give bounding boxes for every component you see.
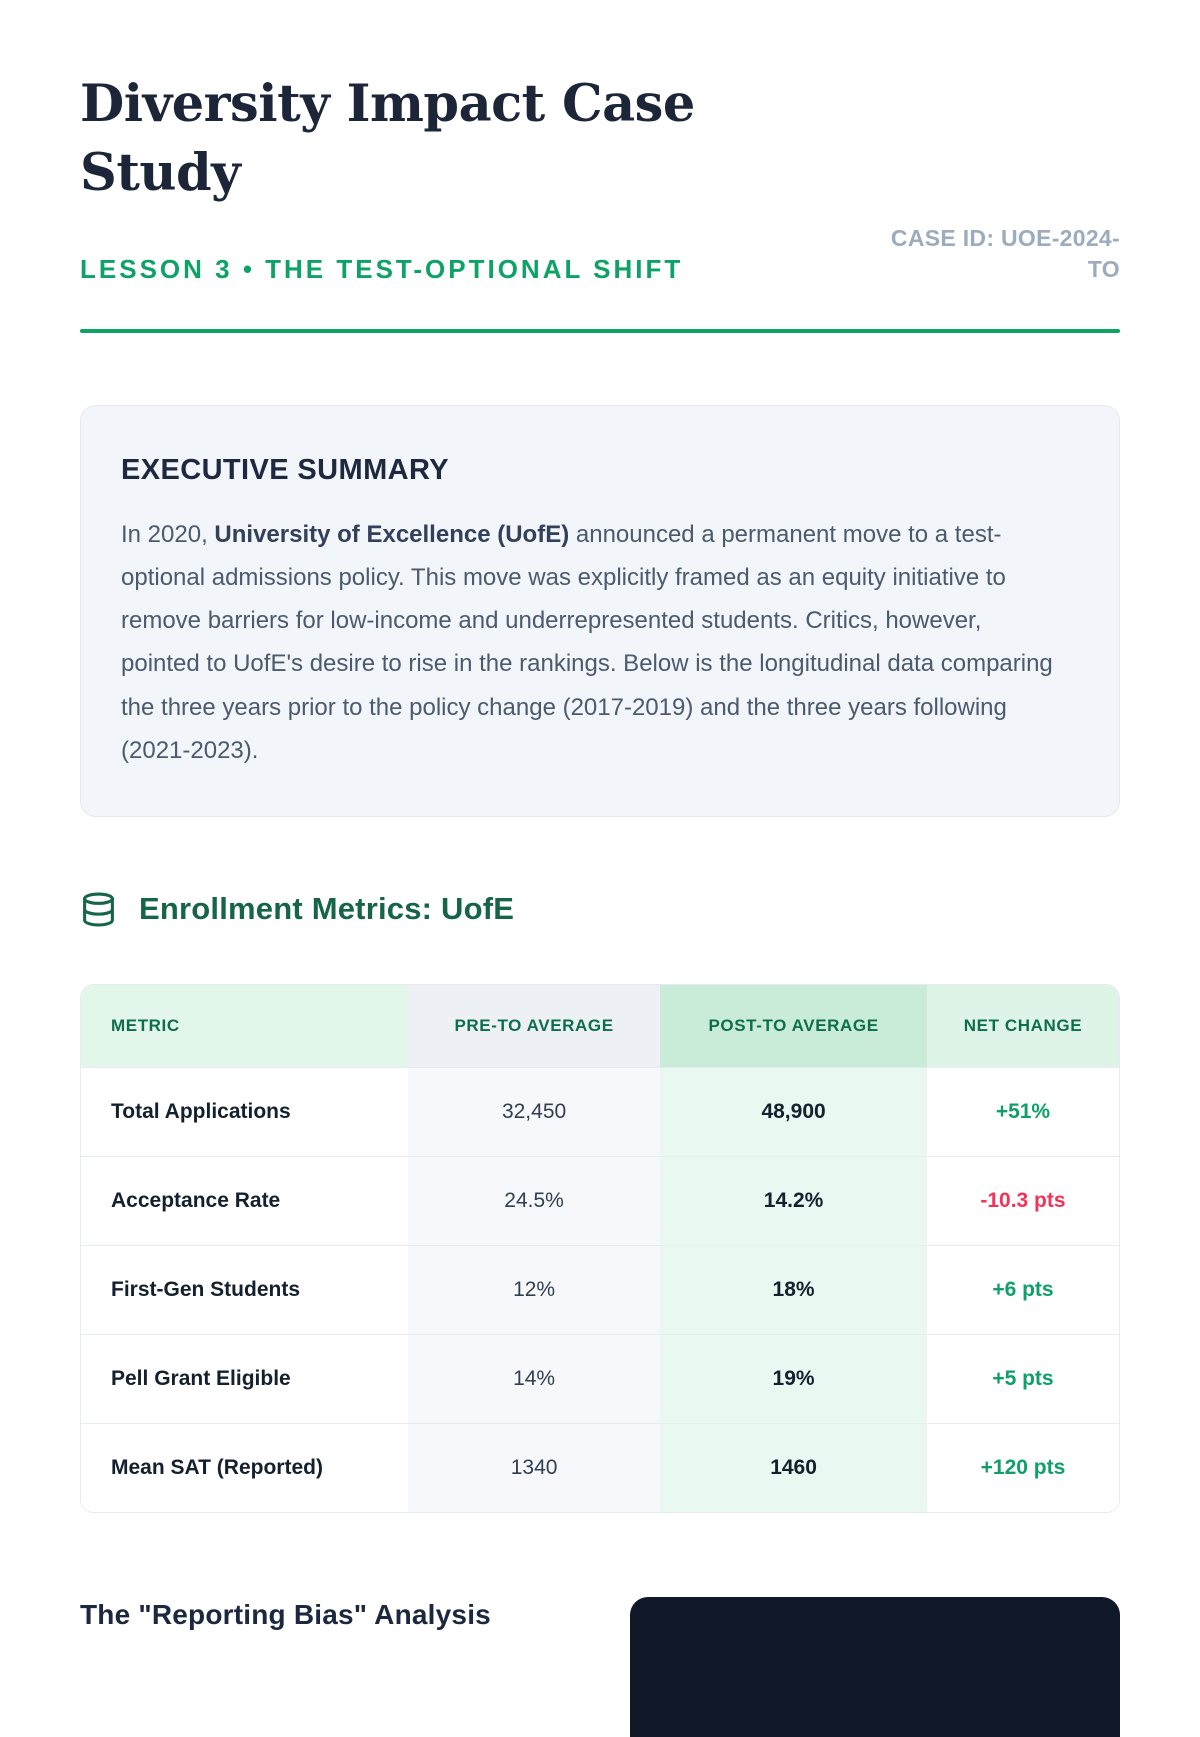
lesson-label: LESSON 3 • THE TEST-OPTIONAL SHIFT	[80, 253, 684, 284]
net-change-cell: -10.3 pts	[927, 1157, 1119, 1245]
column-header-post-to: POST-TO AVERAGE	[660, 985, 927, 1067]
table-row	[81, 1423, 1119, 1512]
metrics-section-heading	[80, 891, 1120, 928]
pre-to-cell: 12%	[408, 1246, 660, 1334]
summary-rest: announced a permanent move to a test-optional admissions policy. This move was explicitly framed as an equity initiative to remove barriers for low-income and underrepresented students. Critics, however, pointed to UofE's desire to rise in the rankings. Below is the longitudinal data comparing the three years prior to the policy change (2017-2019) and the three years following (2021-2023).	[121, 520, 1053, 764]
case-id-label: CASE ID: UOE-2024-TO	[890, 224, 1120, 282]
enrollment-metrics-table	[80, 984, 1120, 1513]
table-row	[81, 1334, 1119, 1423]
summary-highlight: University of Excellence (UofE)	[214, 520, 570, 548]
pre-to-cell: 24.5%	[408, 1157, 660, 1245]
table-body	[81, 1067, 1119, 1512]
table-header-row	[81, 985, 1119, 1067]
column-header-metric: METRIC	[81, 985, 408, 1067]
executive-summary-heading: EXECUTIVE SUMMARY	[121, 453, 449, 486]
metric-cell: Acceptance Rate	[81, 1157, 408, 1245]
post-to-cell: 19%	[660, 1335, 927, 1423]
summary-intro: In 2020,	[121, 520, 215, 548]
table-header	[81, 985, 1119, 1067]
net-change-cell: +5 pts	[927, 1335, 1119, 1423]
post-to-cell: 14.2%	[660, 1157, 927, 1245]
metrics-section-title: Enrollment Metrics: UofE	[139, 891, 515, 927]
executive-summary-text	[121, 513, 1056, 772]
executive-summary-card	[80, 405, 1120, 817]
analysis-section	[80, 1597, 1120, 1737]
table-row	[81, 1245, 1119, 1334]
case-study-page	[0, 70, 1200, 1737]
pre-to-cell: 32,450	[408, 1068, 660, 1156]
column-header-pre-to: PRE-TO AVERAGE	[408, 985, 660, 1067]
header-divider	[80, 329, 1120, 333]
database-icon	[80, 891, 117, 928]
pre-to-cell: 1340	[408, 1424, 660, 1512]
net-change-cell: +6 pts	[927, 1246, 1119, 1334]
net-change-cell: +51%	[927, 1068, 1119, 1156]
table-row	[81, 1156, 1119, 1245]
analysis-heading: The "Reporting Bias" Analysis	[80, 1598, 491, 1630]
analysis-dark-card	[630, 1597, 1120, 1737]
table-row	[81, 1067, 1119, 1156]
metric-cell: Mean SAT (Reported)	[81, 1424, 408, 1512]
subheader	[80, 223, 1120, 285]
metric-cell: Pell Grant Eligible	[81, 1335, 408, 1423]
page-title: Diversity Impact Case Study	[80, 74, 695, 204]
post-to-cell: 48,900	[660, 1068, 927, 1156]
pre-to-cell: 14%	[408, 1335, 660, 1423]
metric-cell: Total Applications	[81, 1068, 408, 1156]
metric-cell: First-Gen Students	[81, 1246, 408, 1334]
post-to-cell: 18%	[660, 1246, 927, 1334]
post-to-cell: 1460	[660, 1424, 927, 1512]
net-change-cell: +120 pts	[927, 1424, 1119, 1512]
column-header-net-change: NET CHANGE	[927, 985, 1119, 1067]
